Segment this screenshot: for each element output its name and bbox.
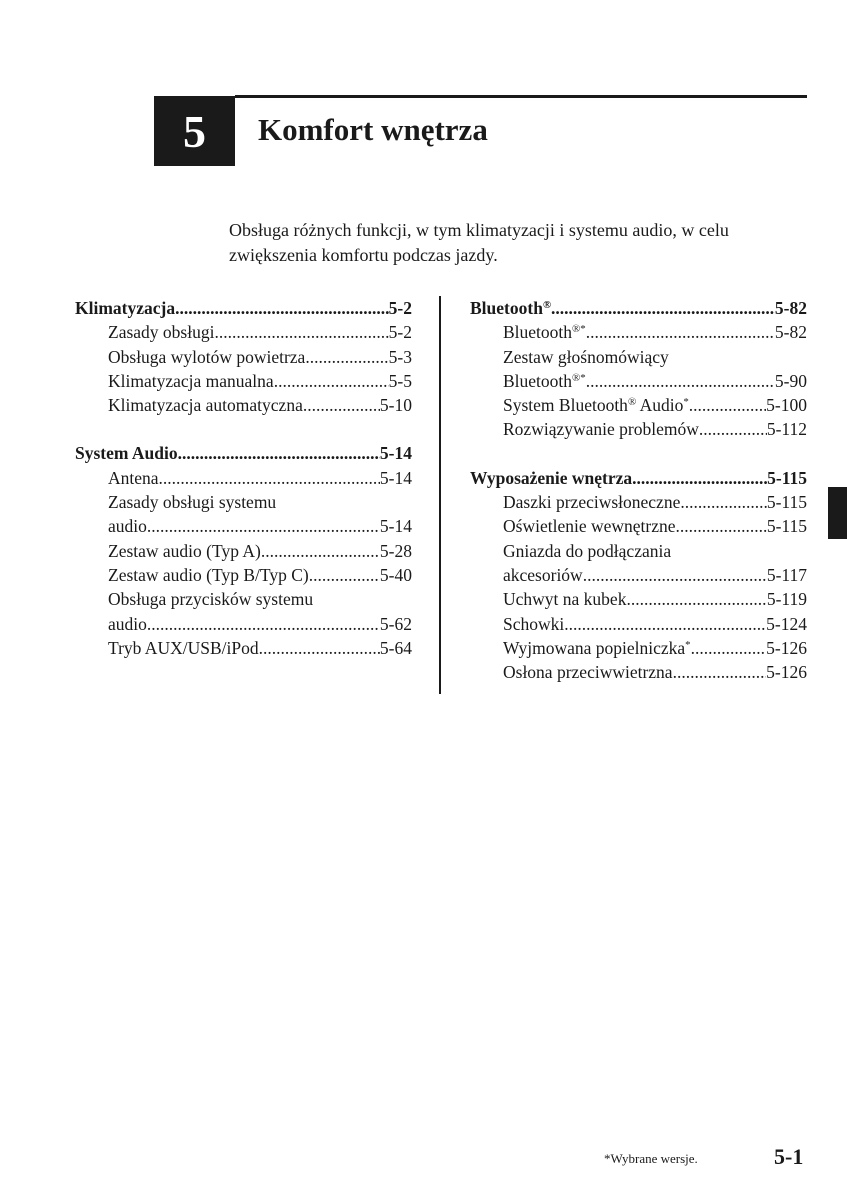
toc-entry-page: 5-14	[379, 467, 412, 488]
registered-mark: ®*	[572, 323, 586, 336]
toc-entry[interactable]	[75, 393, 412, 417]
asterisk-mark: *	[683, 396, 689, 409]
entry-text: System Bluetooth	[503, 395, 628, 416]
dot-leader	[564, 612, 766, 636]
toc-heading-label	[470, 296, 551, 320]
chapter-number-box	[154, 96, 235, 166]
toc-entry-label: Gniazda do podłączania	[503, 540, 672, 561]
toc-entry-continued[interactable]	[470, 345, 807, 369]
toc-heading[interactable]	[75, 296, 412, 320]
dot-leader	[214, 320, 388, 344]
toc-entry-page: 5-100	[766, 395, 807, 416]
toc-entry[interactable]	[470, 320, 807, 344]
chapter-title: Komfort wnętrza	[258, 112, 488, 147]
toc-entry[interactable]	[75, 514, 412, 538]
toc-entry-page: 5-90	[774, 370, 807, 391]
dot-leader	[178, 441, 380, 465]
toc-heading-label: Klimatyzacja	[75, 298, 176, 318]
toc-entry-label: Klimatyzacja manualna	[108, 370, 274, 391]
toc-section-klimatyzacja	[75, 296, 412, 417]
dot-leader	[259, 636, 380, 660]
chapter-number: 5	[183, 105, 206, 157]
toc-entry-page: 5-5	[388, 370, 412, 391]
registered-mark: ®	[627, 396, 637, 409]
dot-leader	[159, 466, 380, 490]
toc-entry-label	[503, 320, 586, 344]
toc-heading-label: Wyposażenie wnętrza	[470, 467, 633, 488]
toc-entry-label: Obsługa przycisków systemu	[108, 589, 314, 610]
registered-mark: ®	[542, 299, 552, 312]
dot-leader	[632, 466, 767, 490]
toc-entry-continued[interactable]	[75, 490, 412, 514]
toc-entry-label: Zasady obsługi	[108, 322, 215, 343]
toc-heading-page: 5-82	[774, 298, 807, 318]
dot-leader	[551, 296, 775, 320]
dot-leader	[586, 369, 775, 393]
toc-entry-label: audio	[108, 516, 147, 537]
toc-entry-label	[503, 369, 586, 393]
toc-entry[interactable]	[75, 563, 412, 587]
toc-entry-label: Schowki	[503, 613, 565, 634]
entry-text: Bluetooth	[503, 322, 573, 343]
toc-entry-label: Klimatyzacja automatyczna	[108, 395, 303, 416]
toc-entry-page: 5-2	[388, 322, 412, 343]
toc-entry-label: Zasady obsługi systemu	[108, 492, 277, 513]
toc-entry-label: audio	[108, 613, 147, 634]
toc-entry[interactable]	[75, 466, 412, 490]
toc-entry[interactable]	[470, 490, 807, 514]
dot-leader	[586, 320, 775, 344]
toc-heading[interactable]	[470, 296, 807, 320]
toc-left-column	[75, 296, 412, 684]
toc-entry[interactable]	[470, 660, 807, 684]
toc-entry-page: 5-115	[766, 516, 807, 537]
toc-entry-label: Oświetlenie wewnętrzne	[503, 516, 676, 537]
dot-leader	[689, 393, 766, 417]
dot-leader	[676, 514, 767, 538]
toc-entry-label: Zestaw audio (Typ A)	[108, 540, 261, 561]
toc-entry-label: Antena	[108, 467, 159, 488]
intro-line: Obsługa różnych funkcji, w tym klimatyzacji i systemu audio, w celu	[229, 220, 729, 240]
dot-leader	[305, 345, 388, 369]
toc-right-column	[470, 296, 807, 708]
toc-entry[interactable]	[470, 612, 807, 636]
toc-entry-label: Obsługa wylotów powietrza	[108, 346, 306, 367]
toc-section-bluetooth	[470, 296, 807, 442]
toc-entry[interactable]	[470, 587, 807, 611]
registered-mark: ®*	[572, 371, 586, 384]
dot-leader	[626, 587, 766, 611]
dot-leader	[261, 539, 380, 563]
toc-entry[interactable]	[470, 563, 807, 587]
toc-entry-page: 5-119	[766, 589, 807, 610]
chapter-header-rule	[235, 95, 807, 98]
dot-leader	[303, 393, 380, 417]
toc-entry-label: Daszki przeciwsłoneczne	[503, 492, 681, 513]
toc-entry[interactable]	[75, 369, 412, 393]
toc-entry[interactable]	[75, 345, 412, 369]
toc-entry-label: akcesoriów	[503, 564, 583, 585]
toc-section-system-audio	[75, 441, 412, 660]
toc-entry[interactable]	[75, 539, 412, 563]
toc-heading-page: 5-14	[379, 443, 412, 464]
toc-heading-page: 5-115	[767, 467, 807, 488]
intro-line: zwiększenia komfortu podczas jazdy.	[229, 245, 498, 265]
toc-heading[interactable]	[470, 466, 807, 490]
toc-entry-page: 5-14	[379, 516, 412, 537]
toc-entry-page: 5-3	[388, 346, 412, 367]
toc-entry-page: 5-126	[766, 637, 807, 658]
toc-entry-page: 5-64	[379, 637, 412, 658]
toc-entry[interactable]	[470, 393, 807, 417]
dot-leader	[274, 369, 389, 393]
toc-entry[interactable]	[75, 320, 412, 344]
dot-leader	[309, 563, 380, 587]
heading-text: Bluetooth	[470, 298, 543, 318]
dot-leader	[680, 490, 766, 514]
toc-entry-page: 5-10	[379, 395, 412, 416]
toc-heading-page: 5-2	[388, 298, 412, 318]
page-number: 5-1	[774, 1144, 804, 1169]
toc-entry-label: Zestaw głośnomówiący	[503, 346, 669, 367]
column-divider	[439, 296, 441, 694]
toc-entry-label: Tryb AUX/USB/iPod	[108, 637, 259, 658]
chapter-edge-tab	[828, 487, 847, 539]
toc-section-wyposazenie	[470, 466, 807, 685]
toc-entry-label: Zestaw audio (Typ B/Typ C)	[108, 564, 309, 585]
asterisk-mark: *	[685, 638, 691, 651]
toc-entry-continued[interactable]	[470, 539, 807, 563]
dot-leader	[691, 636, 767, 660]
dot-leader	[147, 612, 380, 636]
toc-entry-label	[503, 393, 689, 417]
entry-text: Bluetooth	[503, 370, 573, 391]
toc-entry[interactable]	[470, 514, 807, 538]
toc-entry-page: 5-126	[766, 662, 807, 683]
toc-entry-page: 5-124	[766, 613, 807, 634]
toc-entry[interactable]	[470, 636, 807, 660]
chapter-intro	[229, 218, 809, 268]
dot-leader	[699, 417, 767, 441]
toc-entry[interactable]	[470, 369, 807, 393]
toc-heading[interactable]	[75, 441, 412, 465]
toc-heading-label: System Audio	[75, 443, 178, 464]
entry-text-after: Audio	[636, 395, 684, 416]
toc-entry-page: 5-28	[379, 540, 412, 561]
toc-entry[interactable]	[470, 417, 807, 441]
toc-entry-label: Osłona przeciwwietrzna	[503, 662, 673, 683]
dot-leader	[175, 296, 389, 320]
toc-entry-page: 5-82	[774, 322, 807, 343]
toc-entry-page: 5-117	[766, 564, 807, 585]
toc-entry-label: Uchwyt na kubek	[503, 589, 627, 610]
toc-entry-page: 5-62	[379, 613, 412, 634]
toc-entry[interactable]	[75, 636, 412, 660]
entry-text: Wyjmowana popielniczka	[503, 637, 686, 658]
toc-entry-page: 5-40	[379, 564, 412, 585]
toc-entry-page: 5-115	[766, 492, 807, 513]
toc-entry-page: 5-112	[766, 419, 807, 440]
toc-entry-label	[503, 636, 691, 660]
dot-leader	[583, 563, 767, 587]
toc-entry[interactable]	[75, 612, 412, 636]
dot-leader	[147, 514, 380, 538]
footnote: *Wybrane wersje.	[604, 1151, 698, 1166]
toc-entry-label: Rozwiązywanie problemów	[503, 419, 699, 440]
dot-leader	[673, 660, 767, 684]
toc-entry-continued[interactable]	[75, 587, 412, 611]
